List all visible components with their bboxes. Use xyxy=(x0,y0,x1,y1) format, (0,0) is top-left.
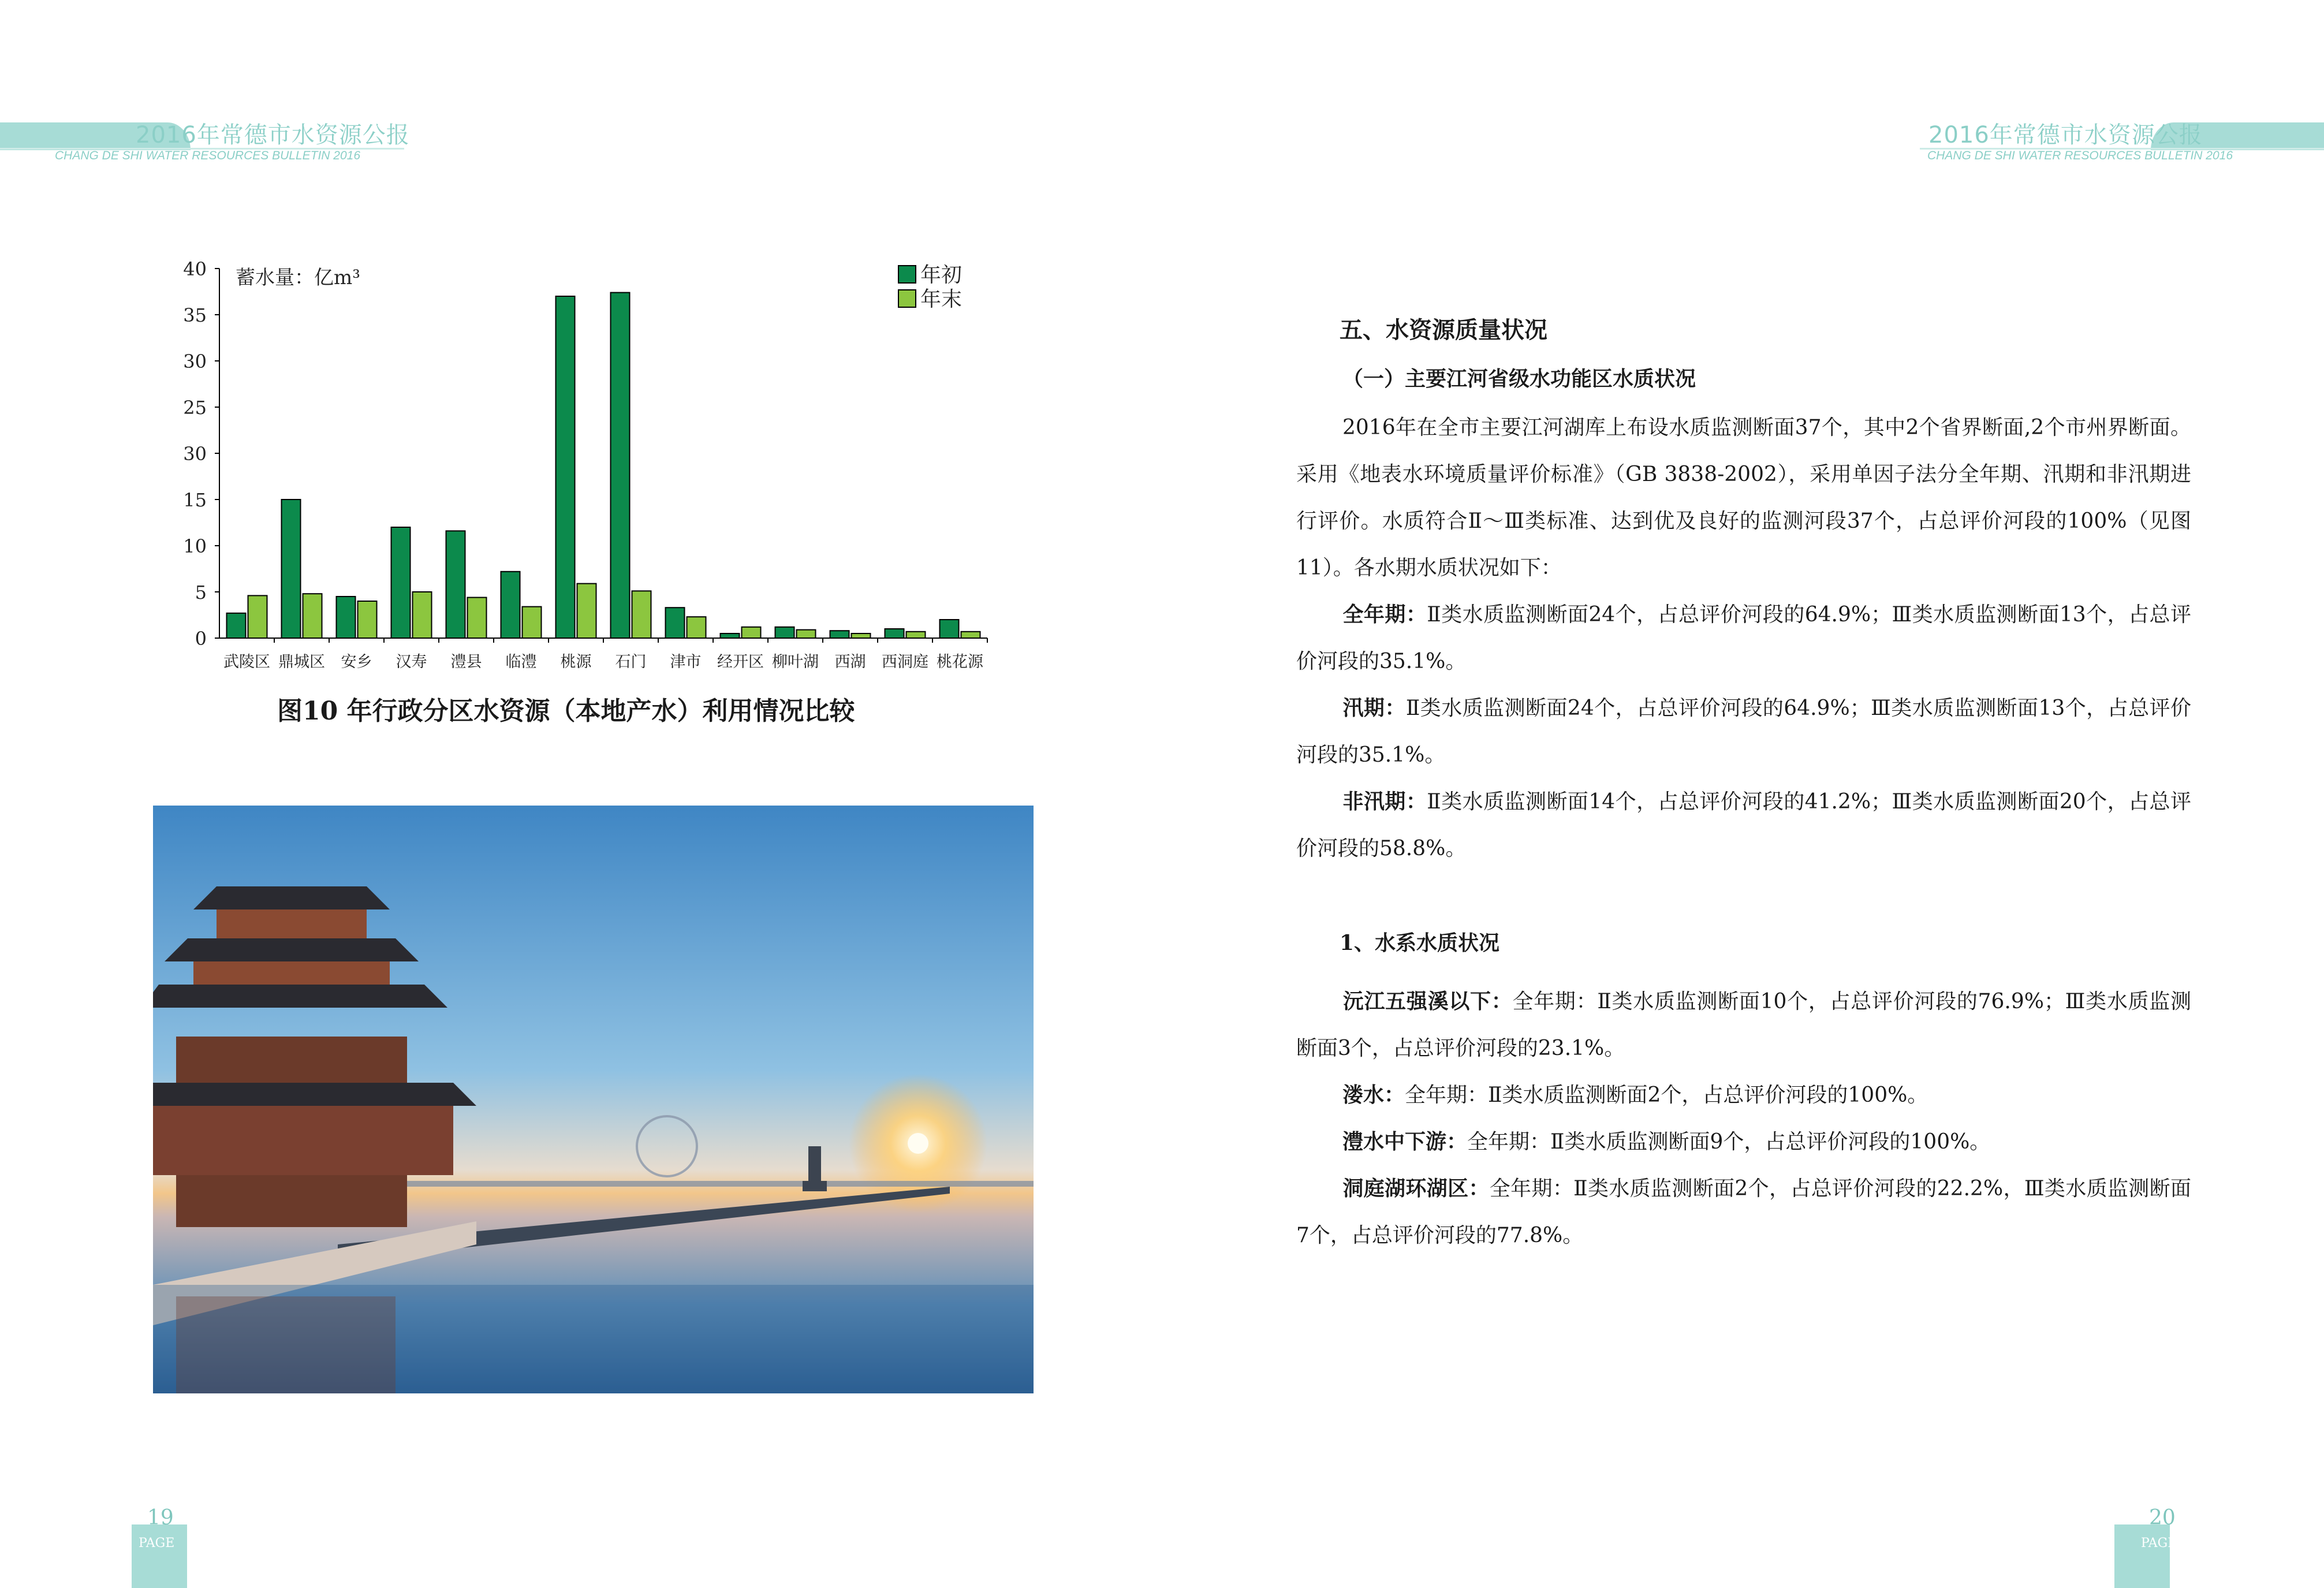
y-tick-label: 35 xyxy=(183,304,207,326)
li-label: 澧水中下游： xyxy=(1342,1130,1468,1154)
li-text: 全年期：Ⅱ类水质监测断面9个，占总评价河段的100%。 xyxy=(1467,1130,1991,1154)
x-tick-label: 津市 xyxy=(670,653,702,671)
bar-end xyxy=(577,584,596,638)
bar-start xyxy=(501,572,520,638)
bar-end xyxy=(742,627,761,638)
header-subtitle-right: CHANG DE SHI WATER RESOURCES BULLETIN 2016 xyxy=(1927,149,2233,162)
bar-start xyxy=(337,597,356,638)
bar-start xyxy=(611,293,630,638)
bar-end xyxy=(303,594,322,638)
flood-paragraph xyxy=(1296,685,2191,778)
legend-label: 年初 xyxy=(920,263,963,287)
yuan-label: 沅江五强溪以下： xyxy=(1342,989,1513,1013)
flood-label: 汛期： xyxy=(1342,696,1406,720)
bar-start xyxy=(282,499,301,638)
bar-end xyxy=(852,633,871,638)
non-flood-text: Ⅱ类水质监测断面14个，占总评价河段的41.2%；Ⅲ类水质监测断面20个，占总评价河段的58.8%。 xyxy=(1296,790,2191,860)
full-year-paragraph xyxy=(1296,591,2191,685)
legend-swatch xyxy=(898,266,916,283)
dongting-paragraph xyxy=(1296,1165,2191,1259)
x-tick-label: 武陵区 xyxy=(223,653,270,671)
x-tick-label: 经开区 xyxy=(717,653,764,671)
header-title-right: 2016年常德市水资源公报 xyxy=(1928,122,2203,148)
y-tick-label: 30 xyxy=(183,443,207,465)
bar-end xyxy=(907,632,926,638)
scenic-photo xyxy=(153,806,1034,1393)
page-tab-right xyxy=(2114,1524,2170,1588)
page-number-right: 20 xyxy=(2149,1506,2176,1530)
unit-label: 蓄水量：亿m³ xyxy=(236,266,360,289)
page-number-left: 19 xyxy=(147,1506,174,1530)
non-flood-paragraph xyxy=(1296,778,2191,872)
bar-start xyxy=(556,296,575,638)
bar-end xyxy=(523,607,542,638)
bar-start xyxy=(940,620,959,638)
header-subtitle-left: CHANG DE SHI WATER RESOURCES BULLETIN 2016 xyxy=(55,149,361,162)
page-word-left: PAGE xyxy=(139,1536,175,1550)
x-tick-label: 鼎城区 xyxy=(278,653,325,671)
bar-start xyxy=(227,613,246,638)
lou-text: 全年期：Ⅱ类水质监测断面2个，占总评价河段的100%。 xyxy=(1405,1083,1928,1107)
bar-start xyxy=(885,629,904,638)
bar-end xyxy=(413,592,432,638)
x-tick-label: 澧县 xyxy=(450,653,482,671)
section-title: 五、水资源质量状况 xyxy=(1340,316,1547,344)
bar-start xyxy=(721,633,740,638)
bar-end xyxy=(961,632,980,638)
legend-label: 年末 xyxy=(920,288,963,311)
bar-start xyxy=(775,627,794,638)
figure-caption: 图10 年行政分区水资源（本地产水）利用情况比较 xyxy=(277,696,855,726)
bar-end xyxy=(797,630,816,638)
x-tick-label: 西湖 xyxy=(834,653,866,671)
y-tick-label: 0 xyxy=(195,628,207,650)
intro-paragraph xyxy=(1296,404,2191,591)
y-tick-label: 25 xyxy=(183,397,207,419)
bar-end xyxy=(358,601,377,638)
li-paragraph xyxy=(1296,1119,2191,1165)
bar-start xyxy=(830,631,849,638)
lou-label: 溇水： xyxy=(1342,1083,1405,1107)
y-tick-label: 10 xyxy=(183,535,207,557)
yuan-text: 全年期：Ⅱ类水质监测断面10个，占总评价河段的76.9%；Ⅲ类水质监测断面3个，占总评价河段的23.1%。 xyxy=(1296,990,2191,1060)
dongting-text: 全年期：Ⅱ类水质监测断面2个，占总评价河段的22.2%，Ⅲ类水质监测断面7个，占总评价河段的77.8%。 xyxy=(1296,1177,2191,1247)
bar-end xyxy=(248,595,267,638)
bar-start xyxy=(446,531,465,638)
y-tick-label: 15 xyxy=(183,489,207,511)
storage-bar-chart xyxy=(162,248,1005,678)
yuan-paragraph xyxy=(1296,978,2191,1072)
flood-text: Ⅱ类水质监测断面24个，占总评价河段的64.9%；Ⅲ类水质监测断面13个，占总评价河段的35.1%。 xyxy=(1296,696,2191,767)
bar-end xyxy=(468,598,487,638)
x-tick-label: 柳叶湖 xyxy=(772,653,819,671)
x-tick-label: 西洞庭 xyxy=(882,653,928,671)
intro-text: 2016年在全市主要江河湖库上布设水质监测断面37个，其中2个省界断面,2个市州界断面。采用《地表水环境质量评价标准》（GB 3838-2002），采用单因子法分全年期、汛期和非汛期进行评价。水质符合Ⅱ～Ⅲ类标准、达到优及良好的监测河段37个，占总评价河段的100%（见图11）。各水期水质状况如下： xyxy=(1296,416,2191,580)
dongting-label: 洞庭湖环湖区： xyxy=(1342,1176,1490,1201)
header-title-left: 2016年常德市水资源公报 xyxy=(136,122,410,148)
y-tick-label: 5 xyxy=(195,581,207,603)
non-flood-label: 非汛期： xyxy=(1342,789,1427,814)
page-word-right: PAGE xyxy=(2141,1536,2177,1550)
bar-start xyxy=(391,527,411,638)
x-tick-label: 安乡 xyxy=(341,653,372,671)
y-tick-label: 30 xyxy=(183,351,207,372)
bar-end xyxy=(632,591,651,638)
page-tab-left xyxy=(132,1524,187,1588)
pavilion-lake-sunset-image xyxy=(153,806,1034,1393)
chart-svg xyxy=(162,248,1005,676)
x-tick-label: 桃花源 xyxy=(937,653,983,671)
y-tick-label: 40 xyxy=(183,258,207,280)
legend-swatch xyxy=(898,290,916,307)
subsection-title: （一）主要江河省级水功能区水质状况 xyxy=(1342,367,1696,391)
lou-paragraph xyxy=(1296,1072,2191,1119)
x-tick-label: 汉寿 xyxy=(396,653,427,671)
full-year-text: Ⅱ类水质监测断面24个，占总评价河段的64.9%；Ⅲ类水质监测断面13个，占总评价河段的35.1%。 xyxy=(1296,603,2191,673)
bar-start xyxy=(666,607,685,638)
x-tick-label: 临澧 xyxy=(505,653,537,671)
river-system-title: 1、水系水质状况 xyxy=(1340,931,1500,955)
full-year-label: 全年期： xyxy=(1342,602,1427,627)
x-tick-label: 桃源 xyxy=(560,653,592,671)
bar-end xyxy=(687,617,706,638)
x-tick-label: 石门 xyxy=(615,653,647,671)
